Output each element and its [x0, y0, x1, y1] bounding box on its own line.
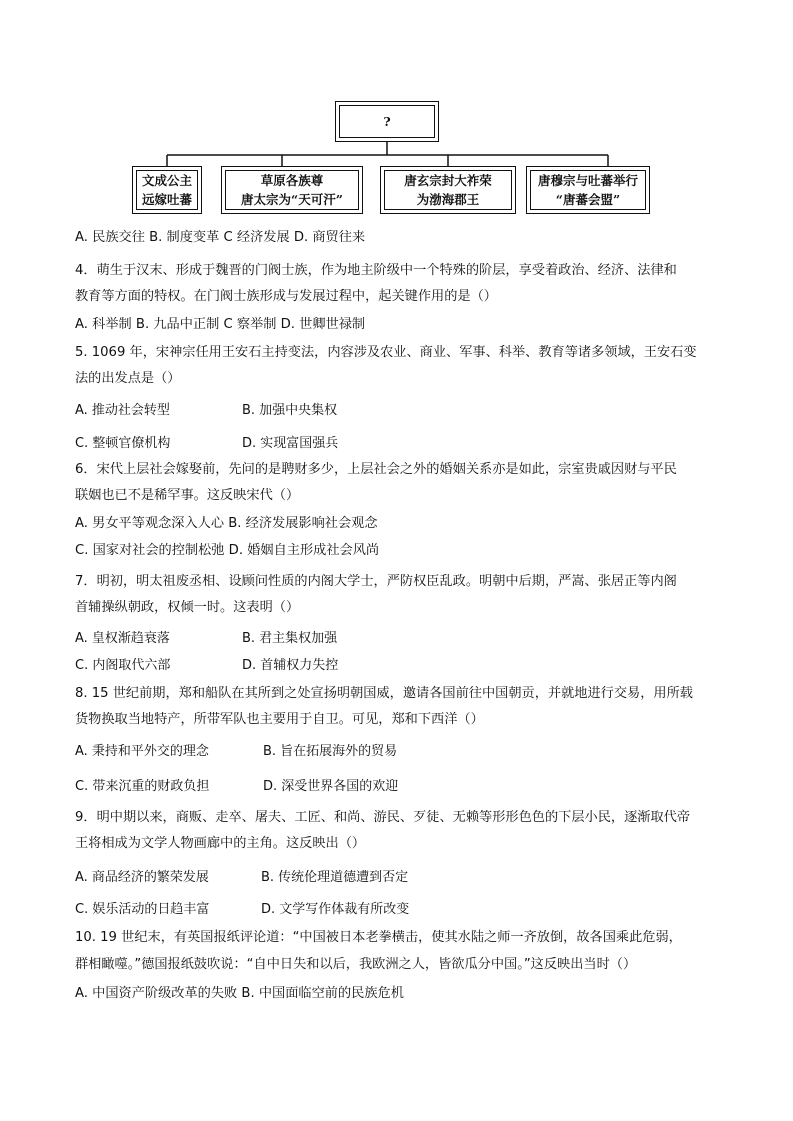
q6-options-row-2: C. 国家对社会的控制松弛 D. 婚姻自主形成社会风尚	[75, 543, 380, 558]
diagram-box-1-line-1: 文成公主	[141, 173, 192, 188]
q10-stem-line-1: 10. 19 世纪末，有英国报纸评论道：“中国被日本老拳横击，使其水陆之师一齐放倒，故各国乘此危弱，	[75, 930, 682, 945]
q5-option-c: C. 整顿官僚机构	[75, 436, 171, 451]
q10-options: A. 中国资产阶级改革的失败 B. 中国面临空前的民族危机	[75, 986, 404, 1001]
q7-stem-line-2: 首辅操纵朝政，权倾一时。这表明（）	[75, 600, 300, 615]
q9-option-a: A. 商品经济的繁荣发展	[75, 870, 209, 885]
q8-stem-line-1: 8. 15 世纪前期，郑和船队在其所到之处宣扬明朝国威，邀请各国前往中国朝贡，并就地进行交易，用所载	[75, 686, 693, 701]
q8-option-d: D. 深受世界各国的欢迎	[263, 779, 399, 794]
q6-stem-line-2: 联姻也已不是稀罕事。这反映宋代（）	[75, 488, 300, 503]
diagram-box-1-line-2: 远嫁吐蕃	[141, 192, 192, 207]
q7-option-b: B. 君主集权加强	[242, 631, 338, 646]
q4-stem-line-2: 教育等方面的特权。在门阀士族形成与发展过程中，起关键作用的是（）	[75, 289, 497, 304]
q9-option-d: D. 文学写作体裁有所改变	[261, 902, 410, 917]
diagram-box-4	[526, 166, 650, 214]
diagram-box-3-line-2: 为渤海郡王	[416, 192, 480, 207]
q9-stem-line-2: 王将相成为文学人物画廊中的主角。这反映出（）	[75, 836, 366, 851]
q5-option-b: B. 加强中央集权	[242, 403, 338, 418]
q4-options: A. 科举制 B. 九品中正制 C 察举制 D. 世卿世禄制	[75, 317, 366, 332]
q8-option-c: C. 带来沉重的财政负担	[75, 779, 210, 794]
q3-options: A. 民族交往 B. 制度变革 C 经济发展 D. 商贸往来	[75, 230, 366, 245]
diagram-box-4-line-1: 唐穆宗与吐蕃举行	[537, 173, 638, 188]
q7-option-a: A. 皇权渐趋衰落	[75, 631, 170, 646]
diagram-box-1	[132, 166, 202, 214]
q6-options-row-1: A. 男女平等观念深入人心 B. 经济发展影响社会观念	[75, 516, 378, 531]
diagram-question-mark: ?	[383, 114, 391, 129]
diagram-box-2-line-1: 草原各族尊	[260, 173, 324, 188]
diagram-box-3-line-1: 唐玄宗封大祚荣	[404, 173, 492, 188]
diagram-box-3	[380, 166, 516, 214]
question-diagram	[130, 98, 650, 216]
q7-option-c: C. 内阁取代六部	[75, 658, 171, 673]
q5-stem-line-2: 法的出发点是（）	[75, 371, 181, 386]
q5-option-a: A. 推动社会转型	[75, 403, 170, 418]
q4-stem-line-1: 4．萌生于汉末、形成于魏晋的门阀士族，作为地主阶级中一个特殊的阶层，享受着政治、经济、法律和	[75, 263, 677, 278]
q5-stem-line-1: 5. 1069 年，宋神宗任用王安石主持变法，内容涉及农业、商业、军事、科举、教育等诸多领域，王安石变	[75, 345, 697, 360]
diagram-box-2-line-2: 唐太宗为“天可汗”	[241, 192, 343, 207]
q6-stem-line-1: 6．宋代上层社会嫁娶前，先问的是聘财多少，上层社会之外的婚姻关系亦是如此，宗室贵戚因财与平民	[75, 462, 677, 477]
q8-option-a: A. 秉持和平外交的理念	[75, 744, 209, 759]
diagram-box-2	[221, 166, 363, 214]
q9-option-b: B. 传统伦理道德遭到否定	[261, 870, 409, 885]
diagram-top-box	[335, 101, 439, 142]
q8-option-b: B. 旨在拓展海外的贸易	[263, 744, 398, 759]
q9-stem-line-1: 9．明中期以来，商贩、走卒、屠夫、工匠、和尚、游民、歹徒、无赖等形形色色的下层小民，逐渐取代帝	[75, 810, 691, 825]
q7-stem-line-1: 7．明初，明太祖废丞相、设顾问性质的内阁大学士，严防权臣乱政。明朝中后期，严嵩、张居正等内阁	[75, 574, 677, 589]
q8-stem-line-2: 货物换取当地特产，所带军队也主要用于自卫。可见，郑和下西洋（）	[75, 712, 484, 727]
q10-stem-line-2: 群相瞰噬。”德国报纸鼓吹说：“自中日失和以后，我欧洲之人，皆欲瓜分中国。”这反映出当时（）	[75, 957, 637, 972]
q5-option-d: D. 实现富国强兵	[242, 436, 339, 451]
q9-option-c: C. 娱乐活动的日趋丰富	[75, 902, 210, 917]
diagram-box-4-line-2: “唐蕃会盟”	[555, 192, 621, 207]
q7-option-d: D. 首辅权力失控	[242, 658, 339, 673]
